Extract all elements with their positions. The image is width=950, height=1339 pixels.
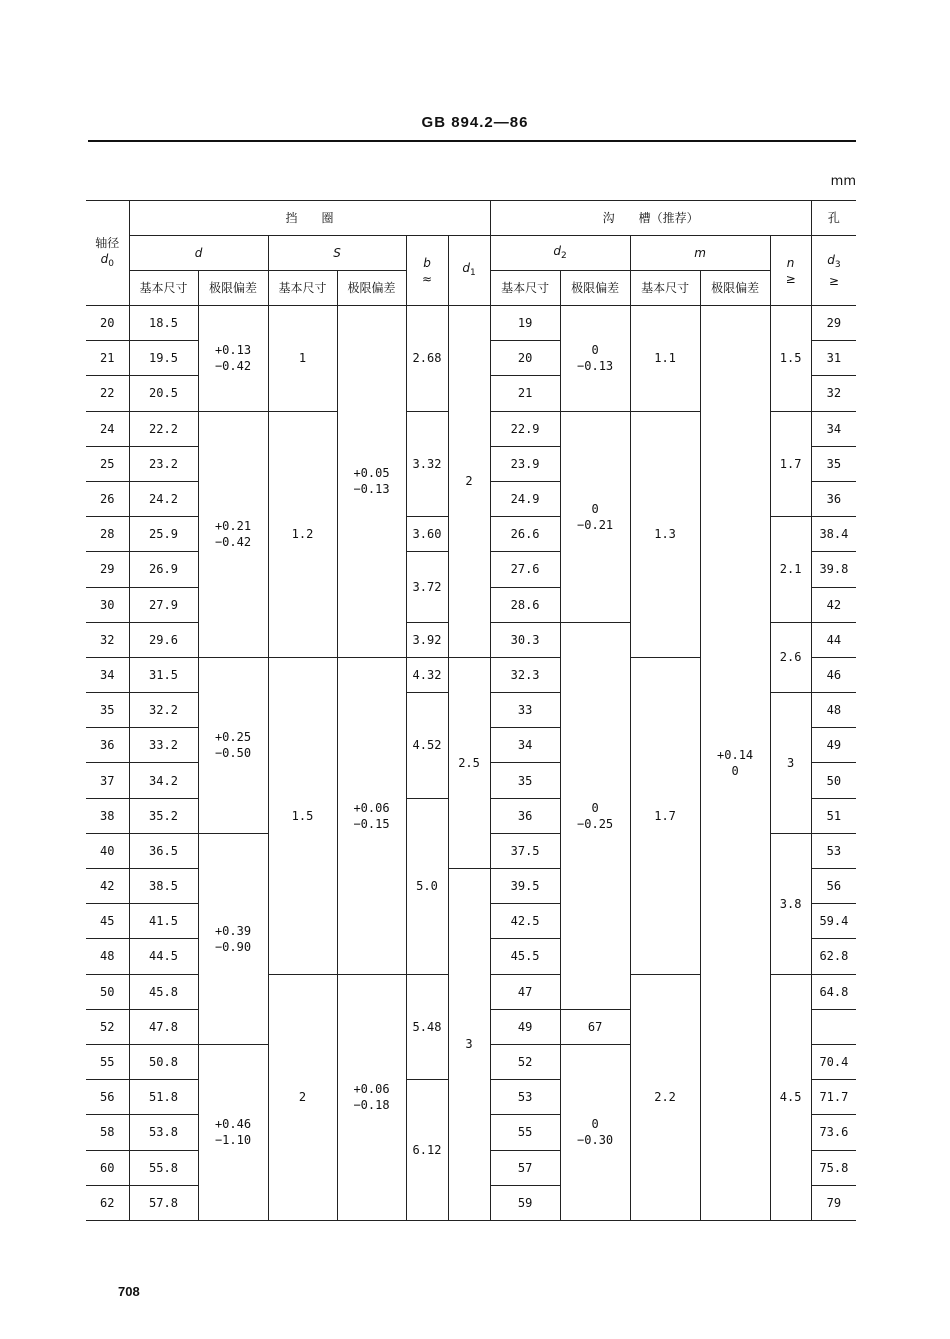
cell-d0: 40 [86, 833, 129, 868]
cell-d0: 50 [86, 974, 129, 1009]
header-basic-size: 基本尺寸 [129, 271, 198, 306]
cell-d: 24.2 [129, 481, 198, 516]
cell-d2: 32.3 [490, 657, 560, 692]
header-basic-size: 基本尺寸 [490, 271, 560, 306]
cell-m-deviation: +0.14 0 [700, 306, 770, 1221]
cell-s-deviation: +0.05 −0.13 [337, 306, 406, 658]
header-limit-deviation: 极限偏差 [560, 271, 630, 306]
cell-d: 55.8 [129, 1150, 198, 1185]
cell-d2: 24.9 [490, 481, 560, 516]
cell-d0: 28 [86, 517, 129, 552]
cell-m: 2.2 [630, 974, 700, 1220]
cell-d3: 51 [811, 798, 856, 833]
cell-d2-deviation: 0 −0.30 [560, 1044, 630, 1220]
cell-d2: 33 [490, 693, 560, 728]
cell-d0: 37 [86, 763, 129, 798]
cell-d: 38.5 [129, 869, 198, 904]
header-d1: $d_1$ [448, 236, 490, 306]
cell-d2: 39.5 [490, 869, 560, 904]
cell-d2: 45.5 [490, 939, 560, 974]
cell-d2: 34 [490, 728, 560, 763]
cell-b: 3.92 [406, 622, 448, 657]
cell-n: 1.7 [770, 411, 811, 517]
cell-d3: 49 [811, 728, 856, 763]
header-hole: 孔 [811, 201, 856, 236]
cell-d: 41.5 [129, 904, 198, 939]
cell-d3: 35 [811, 446, 856, 481]
cell-d0: 35 [86, 693, 129, 728]
header-basic-size: 基本尺寸 [630, 271, 700, 306]
cell-d: 53.8 [129, 1115, 198, 1150]
cell-d: 51.8 [129, 1080, 198, 1115]
cell-s: 1 [268, 306, 337, 412]
header-b: b ≈ [406, 236, 448, 306]
cell-d3: 59.4 [811, 904, 856, 939]
cell-b: 2.68 [406, 306, 448, 412]
cell-d2: 26.6 [490, 517, 560, 552]
cell-b: 5.48 [406, 974, 448, 1080]
cell-d3: 56 [811, 869, 856, 904]
cell-d3: 73.6 [811, 1115, 856, 1150]
cell-d2: 37.5 [490, 833, 560, 868]
cell-d0: 22 [86, 376, 129, 411]
cell-s: 1.5 [268, 657, 337, 974]
cell-d0: 36 [86, 728, 129, 763]
cell-d0: 29 [86, 552, 129, 587]
cell-d0: 42 [86, 869, 129, 904]
cell-b: 3.60 [406, 517, 448, 552]
cell-d3: 38.4 [811, 517, 856, 552]
cell-d: 18.5 [129, 306, 198, 341]
header-d3: $d_3$ ≥ [811, 236, 856, 306]
cell-d3: 46 [811, 657, 856, 692]
cell-d2: 55 [490, 1115, 560, 1150]
cell-d: 33.2 [129, 728, 198, 763]
cell-d: 31.5 [129, 657, 198, 692]
cell-n: 2.6 [770, 622, 811, 692]
cell-d0: 21 [86, 341, 129, 376]
cell-d3: 42 [811, 587, 856, 622]
header-d2: $d_2$ [490, 236, 630, 271]
cell-d: 27.9 [129, 587, 198, 622]
cell-n: 2.1 [770, 517, 811, 623]
header-shaft-diameter: 轴径 $d_0$ [86, 201, 129, 306]
cell-d0: 56 [86, 1080, 129, 1115]
header-limit-deviation: 极限偏差 [700, 271, 770, 306]
spec-table [86, 200, 856, 1221]
cell-n: 4.5 [770, 974, 811, 1220]
cell-d: 36.5 [129, 833, 198, 868]
cell-d2: 20 [490, 341, 560, 376]
cell-d2: 30.3 [490, 622, 560, 657]
cell-s: 1.2 [268, 411, 337, 657]
cell-d0: 45 [86, 904, 129, 939]
cell-d: 50.8 [129, 1044, 198, 1079]
cell-n: 3 [770, 693, 811, 834]
cell-b: 5.0 [406, 798, 448, 974]
header-n: n ≥ [770, 236, 811, 306]
unit-label: mm [830, 174, 856, 189]
cell-d: 23.2 [129, 446, 198, 481]
cell-s-deviation: +0.06 −0.15 [337, 657, 406, 974]
cell-d2: 27.6 [490, 552, 560, 587]
cell-d-deviation: +0.21 −0.42 [198, 411, 268, 657]
cell-d2: 53 [490, 1080, 560, 1115]
table-row [86, 306, 856, 341]
header-limit-deviation: 极限偏差 [337, 271, 406, 306]
cell-d2: 22.9 [490, 411, 560, 446]
cell-d2: 35 [490, 763, 560, 798]
header-rule [88, 140, 856, 142]
cell-d2: 47 [490, 974, 560, 1009]
cell-d2: 57 [490, 1150, 560, 1185]
cell-d0: 60 [86, 1150, 129, 1185]
cell-d: 26.9 [129, 552, 198, 587]
cell-d: 57.8 [129, 1185, 198, 1220]
cell-d2-deviation: 0 −0.13 [560, 306, 630, 412]
header-basic-size: 基本尺寸 [268, 271, 337, 306]
cell-d0: 58 [86, 1115, 129, 1150]
cell-d3: 62.8 [811, 939, 856, 974]
cell-d3: 44 [811, 622, 856, 657]
cell-d: 44.5 [129, 939, 198, 974]
cell-d3: 36 [811, 481, 856, 516]
cell-d0: 38 [86, 798, 129, 833]
header-s: S [268, 236, 406, 271]
header-d: d [129, 236, 268, 271]
cell-s: 2 [268, 974, 337, 1220]
cell-d2: 42.5 [490, 904, 560, 939]
cell-d: 22.2 [129, 411, 198, 446]
cell-d1: 3 [448, 869, 490, 1221]
cell-b: 4.32 [406, 657, 448, 692]
cell-d0: 30 [86, 587, 129, 622]
cell-d0: 20 [86, 306, 129, 341]
cell-d: 20.5 [129, 376, 198, 411]
cell-d: 47.8 [129, 1009, 198, 1044]
cell-n: 1.5 [770, 306, 811, 412]
cell-d3: 70.4 [811, 1044, 856, 1079]
cell-b: 3.72 [406, 552, 448, 622]
cell-b: 4.52 [406, 693, 448, 799]
cell-d2: 28.6 [490, 587, 560, 622]
cell-d: 19.5 [129, 341, 198, 376]
cell-d-deviation: +0.39 −0.90 [198, 833, 268, 1044]
cell-d0: 62 [86, 1185, 129, 1220]
cell-s-deviation: +0.06 −0.18 [337, 974, 406, 1220]
cell-d: 34.2 [129, 763, 198, 798]
cell-d-deviation: +0.25 −0.50 [198, 657, 268, 833]
cell-d3: 34 [811, 411, 856, 446]
cell-d2: 52 [490, 1044, 560, 1079]
cell-b: 3.32 [406, 411, 448, 517]
cell-d3: 53 [811, 833, 856, 868]
cell-d3: 79 [811, 1185, 856, 1220]
cell-d0: 32 [86, 622, 129, 657]
cell-m: 1.7 [630, 657, 700, 974]
header-retaining-ring: 挡 圈 [129, 201, 490, 236]
cell-d3: 64.8 [811, 974, 856, 1009]
header-groove: 沟 槽（推荐） [490, 201, 811, 236]
page-number: 708 [118, 1284, 140, 1299]
cell-d0: 48 [86, 939, 129, 974]
header-m: m [630, 236, 770, 271]
cell-m: 1.3 [630, 411, 700, 657]
cell-d: 25.9 [129, 517, 198, 552]
cell-d3: 71.7 [811, 1080, 856, 1115]
cell-d1: 2 [448, 306, 490, 658]
cell-d: 29.6 [129, 622, 198, 657]
cell-n: 3.8 [770, 833, 811, 974]
cell-d2: 21 [490, 376, 560, 411]
cell-d-deviation: +0.46 −1.10 [198, 1044, 268, 1220]
document-code: GB 894.2—86 [421, 114, 529, 131]
cell-d2-deviation: 0 −0.25 [560, 622, 630, 1009]
cell-d3: 75.8 [811, 1150, 856, 1185]
cell-b: 6.12 [406, 1080, 448, 1221]
cell-d0: 26 [86, 481, 129, 516]
cell-d0: 25 [86, 446, 129, 481]
cell-d3: 48 [811, 693, 856, 728]
cell-d2-deviation: 0 −0.21 [560, 411, 630, 622]
cell-d3: 31 [811, 341, 856, 376]
cell-d3: 39.8 [811, 552, 856, 587]
cell-d1: 2.5 [448, 657, 490, 868]
cell-d2: 36 [490, 798, 560, 833]
cell-d: 45.8 [129, 974, 198, 1009]
header-limit-deviation: 极限偏差 [198, 271, 268, 306]
cell-d2: 19 [490, 306, 560, 341]
cell-d0: 55 [86, 1044, 129, 1079]
cell-d0: 52 [86, 1009, 129, 1044]
cell-d3: 50 [811, 763, 856, 798]
cell-d: 32.2 [129, 693, 198, 728]
cell-d: 35.2 [129, 798, 198, 833]
cell-d3: 67 [560, 1009, 630, 1044]
cell-d0: 24 [86, 411, 129, 446]
cell-m: 1.1 [630, 306, 700, 412]
cell-d2: 23.9 [490, 446, 560, 481]
cell-d2: 49 [490, 1009, 560, 1044]
cell-d0: 34 [86, 657, 129, 692]
cell-d2: 59 [490, 1185, 560, 1220]
cell-d3: 32 [811, 376, 856, 411]
cell-d-deviation: +0.13 −0.42 [198, 306, 268, 412]
cell-d3: 29 [811, 306, 856, 341]
